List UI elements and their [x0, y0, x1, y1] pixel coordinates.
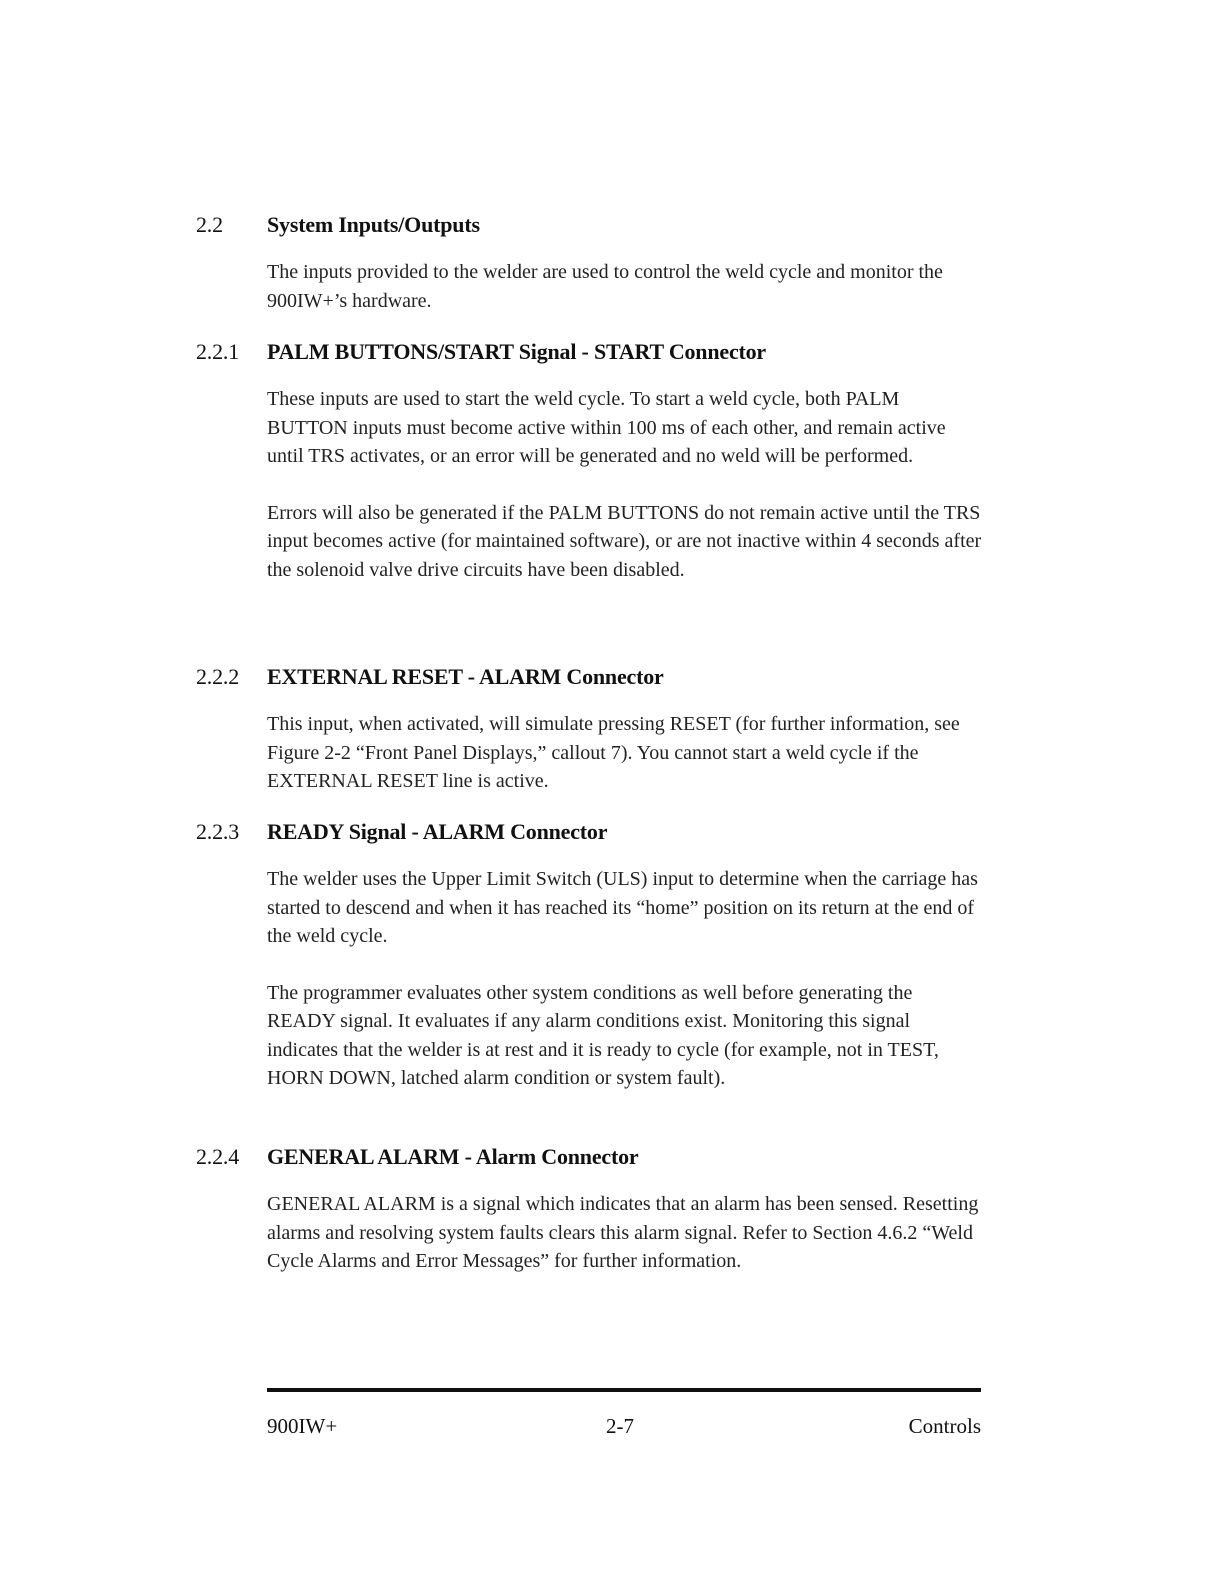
section-heading [196, 819, 986, 845]
section-number: 2.2 [196, 212, 223, 237]
section-2-2 [196, 212, 986, 315]
paragraph: The inputs provided to the welder are used to control the weld cycle and monitor the 900IW+’s hardware. [267, 261, 943, 312]
section-number: 2.2.1 [196, 339, 240, 364]
footer-product-name: 900IW+ [267, 1414, 338, 1438]
section-heading [196, 1144, 986, 1170]
section-heading [196, 339, 986, 365]
paragraph: Errors will also be generated if the PALM BUTTONS do not remain active until the TRS input becomes active (for maintained software), or are not inactive within 4 seconds after the solenoid valve drive circuits have been disabled. [267, 501, 982, 581]
section-title: GENERAL ALARM - Alarm Connector [267, 1144, 639, 1169]
footer-rule [267, 1388, 981, 1392]
section-title: PALM BUTTONS/START Signal - START Connector [267, 339, 767, 364]
footer-chapter-name: Controls [908, 1414, 981, 1438]
paragraph: GENERAL ALARM is a signal which indicates that an alarm has been sensed. Resetting alarms and resolving system faults clears this alarm signal. Refer to Section 4.6.2 “Weld Cycle Alarms and Error Messages” for further information. [267, 1193, 979, 1272]
section-number: 2.2.4 [196, 1144, 240, 1169]
section-2-2-4 [196, 1144, 986, 1276]
section-heading [196, 212, 986, 238]
paragraph: This input, when activated, will simulate pressing RESET (for further information, see Figure 2-2 “Front Panel Displays,” callout 7). You cannot start a weld cycle if the EXTERNAL RESET line is active. [267, 713, 960, 792]
section-number: 2.2.3 [196, 819, 240, 844]
paragraph: These inputs are used to start the weld cycle. To start a weld cycle, both PALM BUTTON inputs must become active within 100 ms of each other, and remain active until TRS activates, or an error will be generated and no weld will be performed. [267, 388, 946, 467]
section-number: 2.2.2 [196, 664, 240, 689]
section-title: EXTERNAL RESET - ALARM Connector [267, 664, 664, 689]
section-title: READY Signal - ALARM Connector [267, 819, 608, 844]
section-2-2-3 [196, 819, 986, 1093]
section-title: System Inputs/Outputs [267, 212, 480, 237]
paragraph: The programmer evaluates other system conditions as well before generating the READY signal. It evaluates if any alarm conditions exist. Monitoring this signal indicates that the welder is at rest and it is ready to cycle (for example, not in TEST, HORN DOWN, latched alarm condition or system fault). [267, 981, 939, 1089]
section-2-2-2 [196, 664, 986, 796]
footer-page-number: 2-7 [606, 1414, 634, 1438]
section-2-2-1 [196, 339, 986, 584]
section-heading [196, 664, 986, 690]
paragraph: The welder uses the Upper Limit Switch (ULS) input to determine when the carriage has started to descend and when it has reached its “home” position on its return at the end of the weld cycle. [267, 868, 978, 947]
